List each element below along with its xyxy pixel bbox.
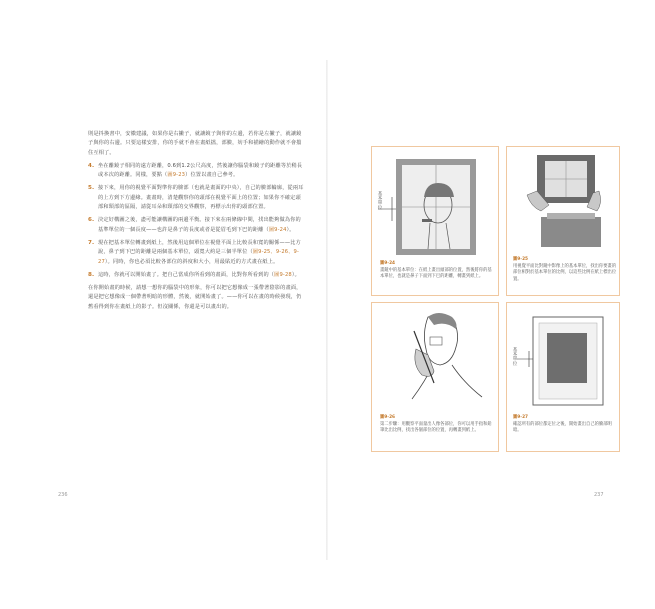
caption-text: 確認所有的部位都定位之後，開始畫出自己的臉部明暗。 [513, 421, 612, 434]
step-4 [88, 162, 306, 181]
figure-panel-9-25 [506, 146, 620, 296]
step-text: 坐在離鏡子相同的遠方距離，0.6到1.2公尺高度，然後讓你腦袋和鏡子的距離等於稍長或本次的距離。同樣，要點（ [98, 162, 303, 179]
figure-reference: 圖9-24 [268, 226, 287, 233]
figure-label: 圖9-27 [513, 415, 529, 420]
caption-text: 用視覺平面比對鏡中影像上的基本單位，找出你要畫的部位相對於基本單位的比例，以這些比例在紙上標出位置。 [513, 263, 617, 282]
step-number: 4. [88, 162, 95, 169]
step-text: 現在把基本單位轉畫到紙上，然後用這個單位在視覺平面上比較長和寬的關係——比方說，鼻子到下巴的距離是兩個基本單位，頭寬大約是三個半單位（ [98, 239, 301, 256]
figure-panel-9-27 [506, 302, 620, 452]
left-page-number: 236 [58, 492, 68, 498]
unit-tag: 基本單位 [377, 191, 382, 210]
right-page-number: 237 [594, 492, 604, 498]
step-text-tail: ）位置以畫自己參考。 [185, 172, 239, 179]
step-number: 5. [88, 185, 95, 192]
step-number: 7. [88, 239, 95, 246]
step-7 [88, 239, 306, 267]
caption-text: 畫鏡中的基本單位：在紙上畫出頭部的位置，然後將你的基本單位，也就是鼻子下面到下巴的距離，轉畫到紙上。 [380, 267, 492, 280]
step-text: 這時，你就可以開始畫了。把自己當成你所看到的畫面，比對你所看到的（ [98, 271, 275, 278]
step-number: 6. [88, 217, 95, 224]
figure-panel-9-24 [371, 146, 499, 296]
caption-text: 第二步驟：用觀察平面量出人像各部位，你可以用手指和鉛筆比出比例，找出各個部位的位置，再轉畫到紙上。 [380, 421, 492, 434]
figure-label: 圖9-26 [380, 415, 396, 420]
step-5 [88, 184, 306, 212]
step-number: 8. [88, 271, 95, 278]
figure-caption [513, 415, 617, 435]
left-page-body [88, 130, 306, 316]
figure-label: 圖9-24 [380, 261, 396, 266]
figure-caption [380, 261, 492, 281]
step-text: 決定好構圖之後，盡可能讓構圖的兩邊平衡。接下來在兩條線中間，找出能夠做為你的基準單位的一個長度——也許是鼻子的長度或者是從眉毛到下巴的距離（ [98, 217, 301, 233]
figure-reference: 圖9-23 [167, 172, 186, 179]
figure-reference: 圖9-28 [274, 271, 292, 278]
figure-panel-9-26 [371, 302, 499, 452]
book-gutter [326, 60, 328, 560]
figure-caption [380, 415, 492, 435]
figure-caption [513, 257, 617, 283]
step-8 [88, 271, 306, 280]
step-text-tail: ）。 [286, 226, 295, 233]
intro-paragraph: 則是抖換書中，安徽建議，如果你是右撇子，就讓鏡子與你的左邊，若你是左撇子，就讓鏡子與你的右邊。只要這樣安排，你的手就不會在畫紙擋，部臉，妨手和描繪的動作就不會擋住互相了。 [88, 131, 302, 156]
figure-reference: 圖9-25、9-26、9-27 [98, 249, 300, 265]
figure-label: 圖9-25 [513, 257, 529, 262]
step-text-tail: ）。 [291, 271, 300, 278]
step-6 [88, 216, 306, 235]
step-text-tail: ）。同時，你也必須比較各部位的斜度和大小，用最貼近的方式畫在紙上。 [104, 258, 279, 265]
step-text: 接下來，用你的視覺平面對準你的臉部（也就是畫面的中央），自己的臉部輪廓，從兩耳的上方到下方邊緣。畫畫時，清楚觀察你的頭部在視覺平面上的位置；如果你不確定頭部和頸部的區隔，請從耳朵和頸部的交界觀察，再標示出你的頭部位置。 [98, 185, 304, 211]
unit-tag: 基本單位 [512, 347, 517, 366]
closing-paragraph: 在你開始畫的時候，請想一想你的腦袋中的形象，你可以把它想像成一張帶著陰影的畫面，還是把它想像成一個帶著明暗的形體，然後，就開始畫了。——你可以在畫的時候發現，仍舊看得到你在畫紙上的影子。但沒關係，你還是可以畫出的。 [88, 285, 302, 310]
